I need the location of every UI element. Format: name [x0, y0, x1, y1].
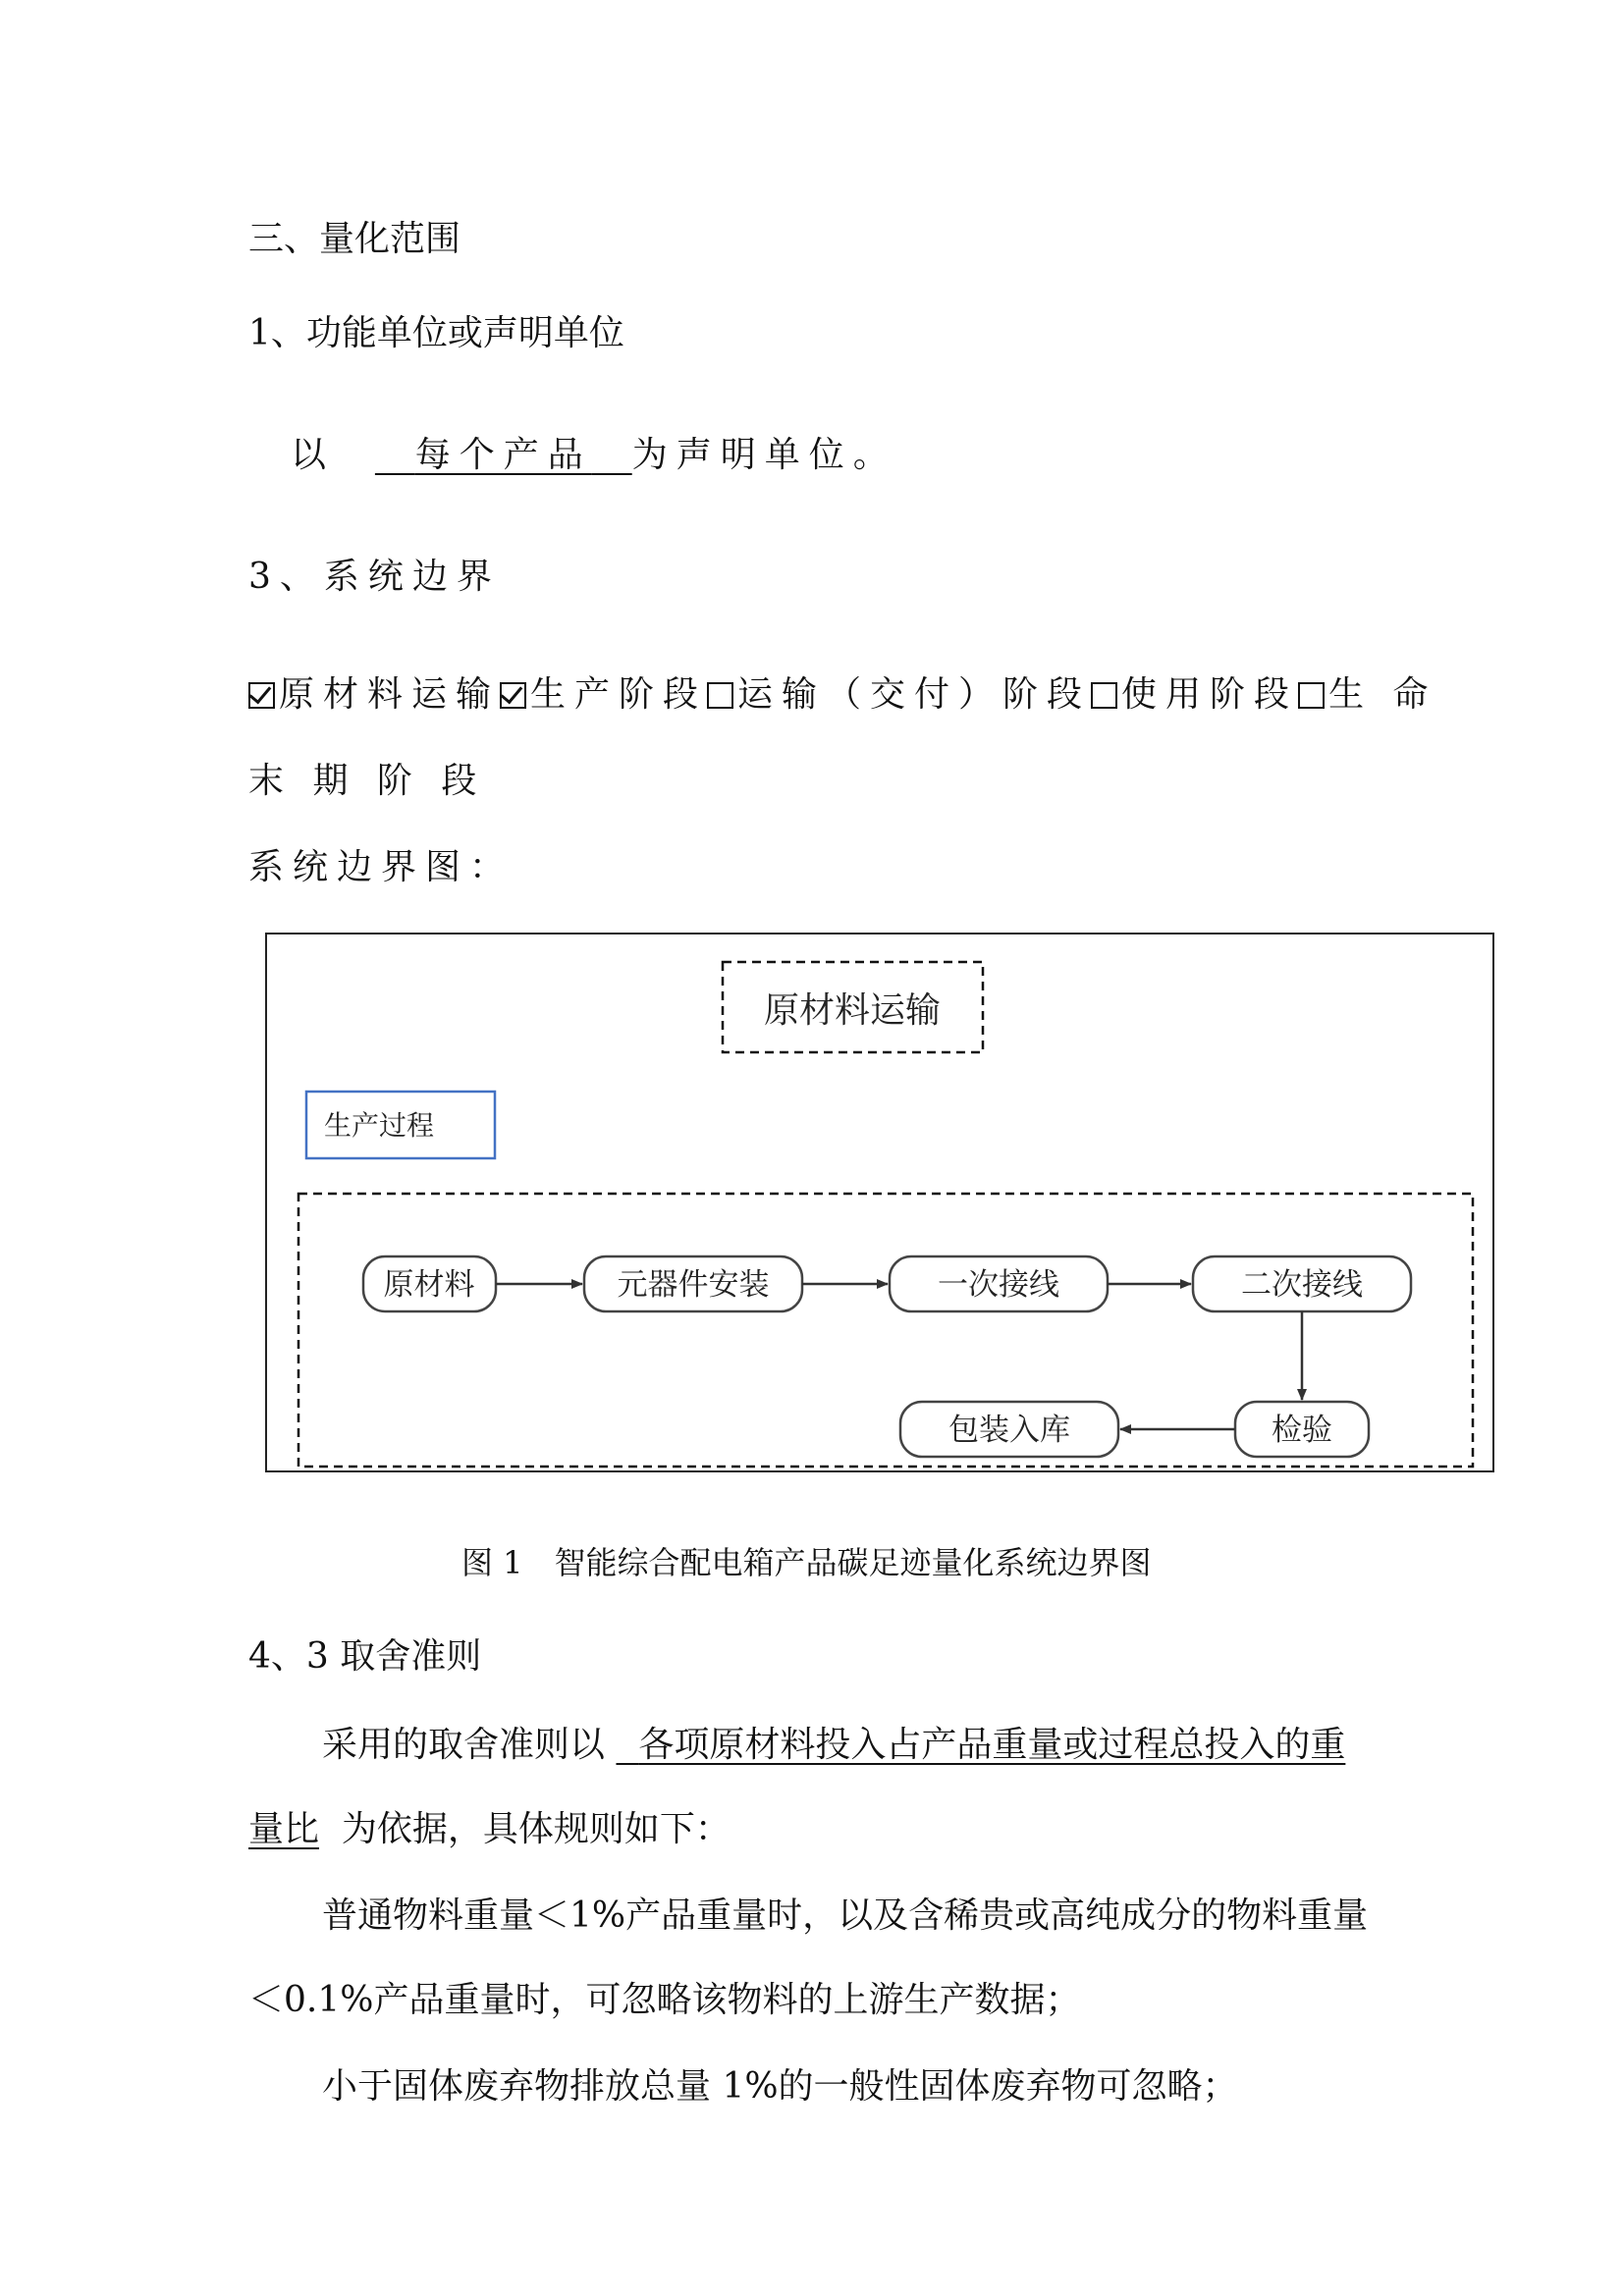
declared-unit-prefix: 以 — [291, 435, 336, 475]
checkbox-checked-icon[interactable] — [248, 682, 275, 709]
flow-node-secondary-wiring — [1193, 1256, 1411, 1311]
cutoff-paragraph-1-line-1: 采用的取舍准则以 各项原材料投入占产品重量或过程总投入的重 — [322, 1725, 1346, 1765]
system-boundary-diagram — [265, 933, 1494, 1472]
declared-unit-line — [291, 434, 897, 477]
figure-caption: 图 1 智能综合配电箱产品碳足迹量化系统边界图 — [461, 1544, 1152, 1581]
boundary-option-raw-transport[interactable]: 原材料运输 — [248, 674, 500, 715]
svg-text:一次接线: 一次接线 — [938, 1267, 1059, 1303]
checkbox-empty-icon[interactable] — [707, 682, 733, 709]
boundary-options-continued: 末 期 阶 段 — [248, 761, 486, 801]
production-process-label: 生产过程 — [324, 1109, 435, 1142]
cutoff-paragraph-1-line-2: 量比 为依据，具体规则如下： — [248, 1809, 731, 1849]
flow-node-raw-material — [363, 1256, 496, 1311]
svg-text:原材料: 原材料 — [383, 1267, 475, 1303]
section-heading: 三、量化范围 — [248, 219, 461, 259]
boundary-options — [248, 673, 1437, 717]
boundary-option-use[interactable]: 使用阶段 — [1091, 674, 1298, 715]
cutoff-paragraph-2-line-2: ＜0.1%产品重量时，可忽略该物料的上游生产数据； — [248, 1980, 1081, 2020]
declared-unit-suffix: 为声明单位。 — [631, 435, 897, 475]
flow-node-inspection — [1235, 1402, 1369, 1457]
system-boundary-heading: 3、系统边界 — [248, 557, 501, 597]
flow-node-packaging-storage — [900, 1402, 1118, 1457]
svg-text:二次接线: 二次接线 — [1241, 1267, 1363, 1303]
flow-node-component-install — [584, 1256, 802, 1311]
cutoff-paragraph-2-line-1: 普通物料重量＜1%产品重量时，以及含稀贵或高纯成分的物料重量 — [322, 1896, 1369, 1936]
diagram-label: 系统边界图： — [248, 847, 514, 887]
boundary-option-delivery[interactable]: 运输（交付）阶段 — [707, 674, 1091, 715]
svg-text:包装入库: 包装入库 — [948, 1413, 1070, 1448]
svg-text:检验: 检验 — [1272, 1413, 1332, 1448]
boundary-option-end-of-life[interactable]: 生 命 — [1298, 674, 1436, 715]
cutoff-criteria-heading: 4、3 取舍准则 — [248, 1636, 482, 1677]
cutoff-basis: 各项原材料投入占产品重量或过程总投入的重 — [638, 1725, 1346, 1765]
cutoff-paragraph-3: 小于固体废弃物排放总量 1%的一般性固体废弃物可忽略； — [322, 2066, 1238, 2107]
declared-unit-value: 每个产品 — [414, 435, 592, 475]
boundary-option-production[interactable]: 生产阶段 — [500, 674, 707, 715]
checkbox-empty-icon[interactable] — [1298, 682, 1325, 709]
checkbox-empty-icon[interactable] — [1091, 682, 1117, 709]
svg-text:元器件安装: 元器件安装 — [617, 1267, 770, 1303]
raw-transport-label: 原材料运输 — [763, 990, 942, 1031]
cutoff-basis-cont: 量比 — [248, 1809, 320, 1849]
functional-unit-heading: 1、功能单位或声明单位 — [248, 313, 624, 353]
flow-node-primary-wiring — [890, 1256, 1108, 1311]
checkbox-checked-icon[interactable] — [500, 682, 526, 709]
